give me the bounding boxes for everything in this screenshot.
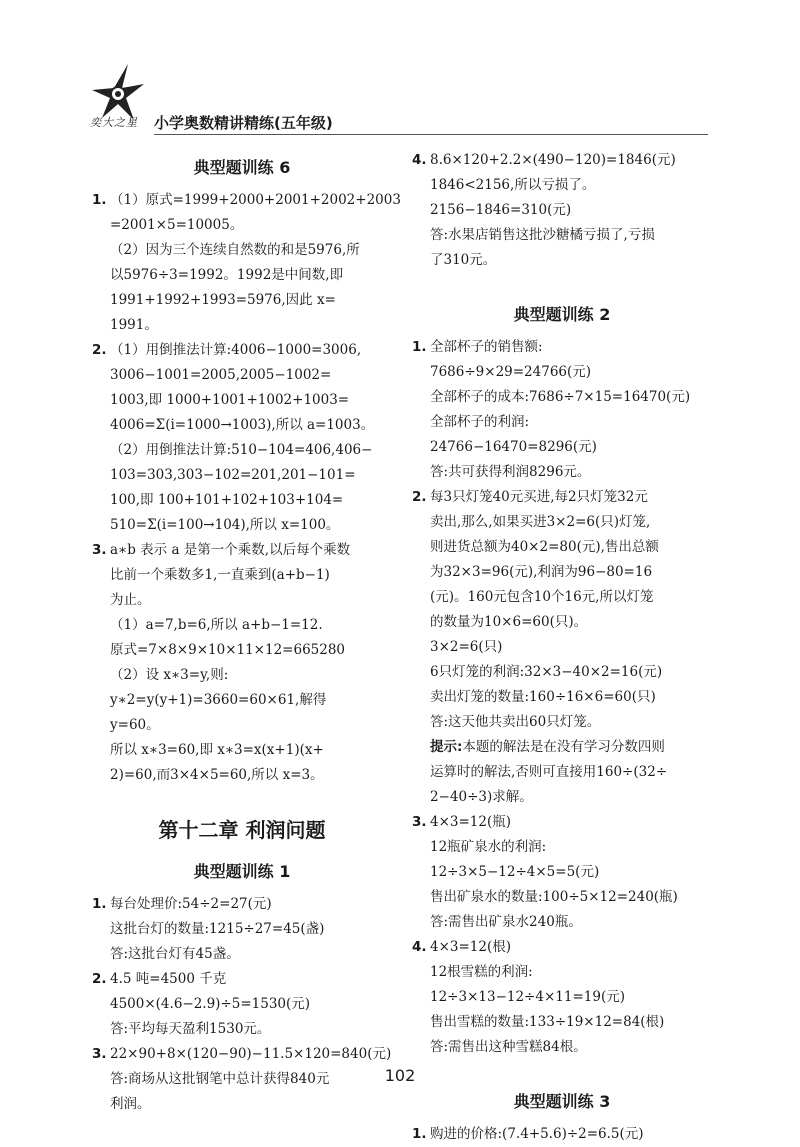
answer-line: 了310元。 (430, 252, 497, 268)
answer-line: 12根雪糕的利润: (430, 964, 533, 980)
answer-line: 12瓶矿泉水的利润: (430, 839, 547, 855)
answer-line: =2001×5=10005。 (110, 217, 244, 233)
problem-item (92, 967, 392, 1042)
section-body (412, 1122, 712, 1147)
problem-number: 1. (92, 192, 107, 208)
problem-number: 2. (92, 342, 107, 358)
answer-line: 22×90+8×(120−90)−11.5×120=840(元) (110, 1046, 392, 1062)
answer-line: 4500×(4.6−2.9)÷5=1530(元) (110, 996, 311, 1012)
answer-line: 6只灯笼的利润:32×3−40×2=16(元) (430, 664, 663, 680)
answer-line: 全部杯子的销售额: (430, 339, 543, 355)
answer-line: 3006−1001=2005,2005−1002= (110, 367, 332, 383)
answer-line: 利润。 (110, 1096, 151, 1112)
answer-line: （1）原式=1999+2000+2001+2002+2003 (110, 192, 401, 208)
answer-line: 103=303,303−102=201,201−101= (110, 467, 356, 483)
section-title: 典型题训练 1 (193, 862, 291, 881)
answer-line: 则进货总额为40×2=80(元),售出总额 (430, 539, 659, 555)
answer-line: （1）用倒推法计算:4006−1000=3006, (110, 342, 362, 358)
answer-line: 答:需售出这种雪糕84根。 (430, 1039, 587, 1055)
answer-line: 运算时的解法,否则可直接用160÷(32÷ (430, 764, 668, 780)
problem-item (92, 892, 392, 967)
problem-item (412, 485, 712, 810)
answer-line: 2)=60,而3×4×5=60,所以 x=3。 (110, 767, 324, 783)
answer-line: 24766−16470=8296(元) (430, 439, 597, 455)
answer-line: 全部杯子的成本:7686÷7×15=16470(元) (430, 389, 691, 405)
problem-item (92, 538, 392, 788)
answer-line: （2）设 x∗3=y,则: (110, 667, 229, 683)
problem-number: 3. (412, 814, 427, 830)
answer-line: y∗2=y(y+1)=3660=60×61,解得 (110, 692, 327, 708)
answer-line: 原式=7×8×9×10×11×12=665280 (110, 642, 346, 658)
answer-line: 答:水果店销售这批沙糖橘亏损了,亏损 (430, 227, 655, 243)
problem-item (412, 935, 712, 1060)
answer-line: 12÷3×13−12÷4×11=19(元) (430, 989, 625, 1005)
answer-line: 2156−1846=310(元) (430, 202, 572, 218)
section-title: 典型题训练 2 (513, 305, 611, 324)
problem-number: 4. (412, 152, 427, 168)
answer-line: 所以 x∗3=60,即 x∗3=x(x+1)(x+ (110, 742, 324, 758)
answer-line: 答:共可获得利润8296元。 (430, 464, 591, 480)
answer-line: 购进的价格:(7.4+5.6)÷2=6.5(元) (430, 1126, 644, 1142)
answer-line: 比前一个乘数多1,一直乘到(a+b−1) (110, 567, 330, 583)
answer-line: 4.5 吨=4500 千克 (110, 971, 227, 987)
answer-line: 2−40÷3)求解。 (430, 789, 533, 805)
book-title: 小学奥数精讲精练(五年级) (154, 114, 333, 132)
left-column (92, 148, 401, 1117)
problem-item (412, 1122, 712, 1147)
answer-line: 答:需售出矿泉水240瓶。 (430, 914, 582, 930)
answer-line: 12÷3×5−12÷4×5=5(元) (430, 864, 600, 880)
answer-line: y=60。 (110, 717, 160, 733)
section-body (412, 335, 712, 1060)
answer-line: 4006=Σ(i=1000→1003),所以 a=1003。 (110, 417, 375, 433)
answer-line: a∗b 表示 a 是第一个乘数,以后每个乘数 (110, 542, 351, 558)
answer-line: 4×3=12(根) (430, 939, 512, 955)
problem-item (92, 338, 392, 538)
answer-line: 提示:本题的解法是在没有学习分数四则 (430, 739, 665, 755)
answer-line: 全部杯子的利润: (430, 414, 530, 430)
problem-number: 3. (92, 1046, 107, 1062)
answer-line: 1003,即 1000+1001+1002+1003= (110, 392, 350, 408)
answer-line: （2）用倒推法计算:510−104=406,406− (110, 442, 373, 458)
problem-item (92, 188, 401, 338)
header-divider (154, 134, 708, 135)
answer-line: 8.6×120+2.2×(490−120)=1846(元) (430, 152, 676, 168)
problem-number: 1. (412, 1126, 427, 1142)
problem-item (412, 148, 712, 273)
answer-line: 3×2=6(只) (430, 639, 503, 655)
answer-line: 答:这天他共卖出60只灯笼。 (430, 714, 601, 730)
answer-line: 为32×3=96(元),利润为96−80=16 (430, 564, 653, 580)
section-body (92, 188, 401, 788)
problem-number: 1. (412, 339, 427, 355)
answer-line: 售出雪糕的数量:133÷19×12=84(根) (430, 1014, 665, 1030)
answer-line: 卖出灯笼的数量:160÷16×6=60(只) (430, 689, 656, 705)
answer-line: （2）因为三个连续自然数的和是5976,所 (110, 242, 360, 258)
section-title: 典型题训练 6 (193, 158, 291, 177)
problem-item (412, 810, 712, 935)
right-column (412, 148, 712, 1147)
problem-number: 1. (92, 896, 107, 912)
answer-line: 510=Σ(i=100→104),所以 x=100。 (110, 517, 340, 533)
answer-line: 以5976÷3=1992。1992是中间数,即 (110, 267, 344, 283)
problem-number: 4. (412, 939, 427, 955)
page-number: 102 (384, 1066, 416, 1085)
section-body (412, 148, 712, 273)
answer-line: 100,即 100+101+102+103+104= (110, 492, 344, 508)
answer-line: (元)。160元包含10个16元,所以灯笼 (430, 589, 654, 605)
answer-line: 答:商场从这批钢笔中总计获得840元 (110, 1071, 330, 1087)
problem-number: 3. (92, 542, 107, 558)
answer-line: 每台处理价:54÷2=27(元) (110, 896, 272, 912)
answer-line: 为止。 (110, 592, 151, 608)
answer-line: 1991+1992+1993=5976,因此 x= (110, 292, 336, 308)
answer-line: 1846<2156,所以亏损了。 (430, 177, 596, 193)
answer-line: 这批台灯的数量:1215÷27=45(盏) (110, 921, 325, 937)
answer-line: 售出矿泉水的数量:100÷5×12=240(瓶) (430, 889, 678, 905)
answer-line: 答:这批台灯有45盏。 (110, 946, 240, 962)
brand-logo-text: 奕大之星 (90, 116, 138, 129)
answer-line: 1991。 (110, 317, 158, 333)
answer-line: 4×3=12(瓶) (430, 814, 512, 830)
section-title: 典型题训练 3 (513, 1092, 611, 1111)
answer-line: （1）a=7,b=6,所以 a+b−1=12. (110, 617, 323, 633)
problem-item (412, 335, 712, 485)
answer-line: 每3只灯笼40元买进,每2只灯笼32元 (430, 489, 648, 505)
answer-line: 卖出,那么,如果买进3×2=6(只)灯笼, (430, 514, 651, 530)
answer-line: 的数量为10×6=60(只)。 (430, 614, 588, 630)
answer-line: 7686÷9×29=24766(元) (430, 364, 592, 380)
page-header (88, 62, 708, 134)
answer-line: 答:平均每天盈利1530元。 (110, 1021, 271, 1037)
problem-number: 2. (412, 489, 427, 505)
problem-number: 2. (92, 971, 107, 987)
chapter-title: 第十二章 利润问题 (158, 818, 326, 842)
